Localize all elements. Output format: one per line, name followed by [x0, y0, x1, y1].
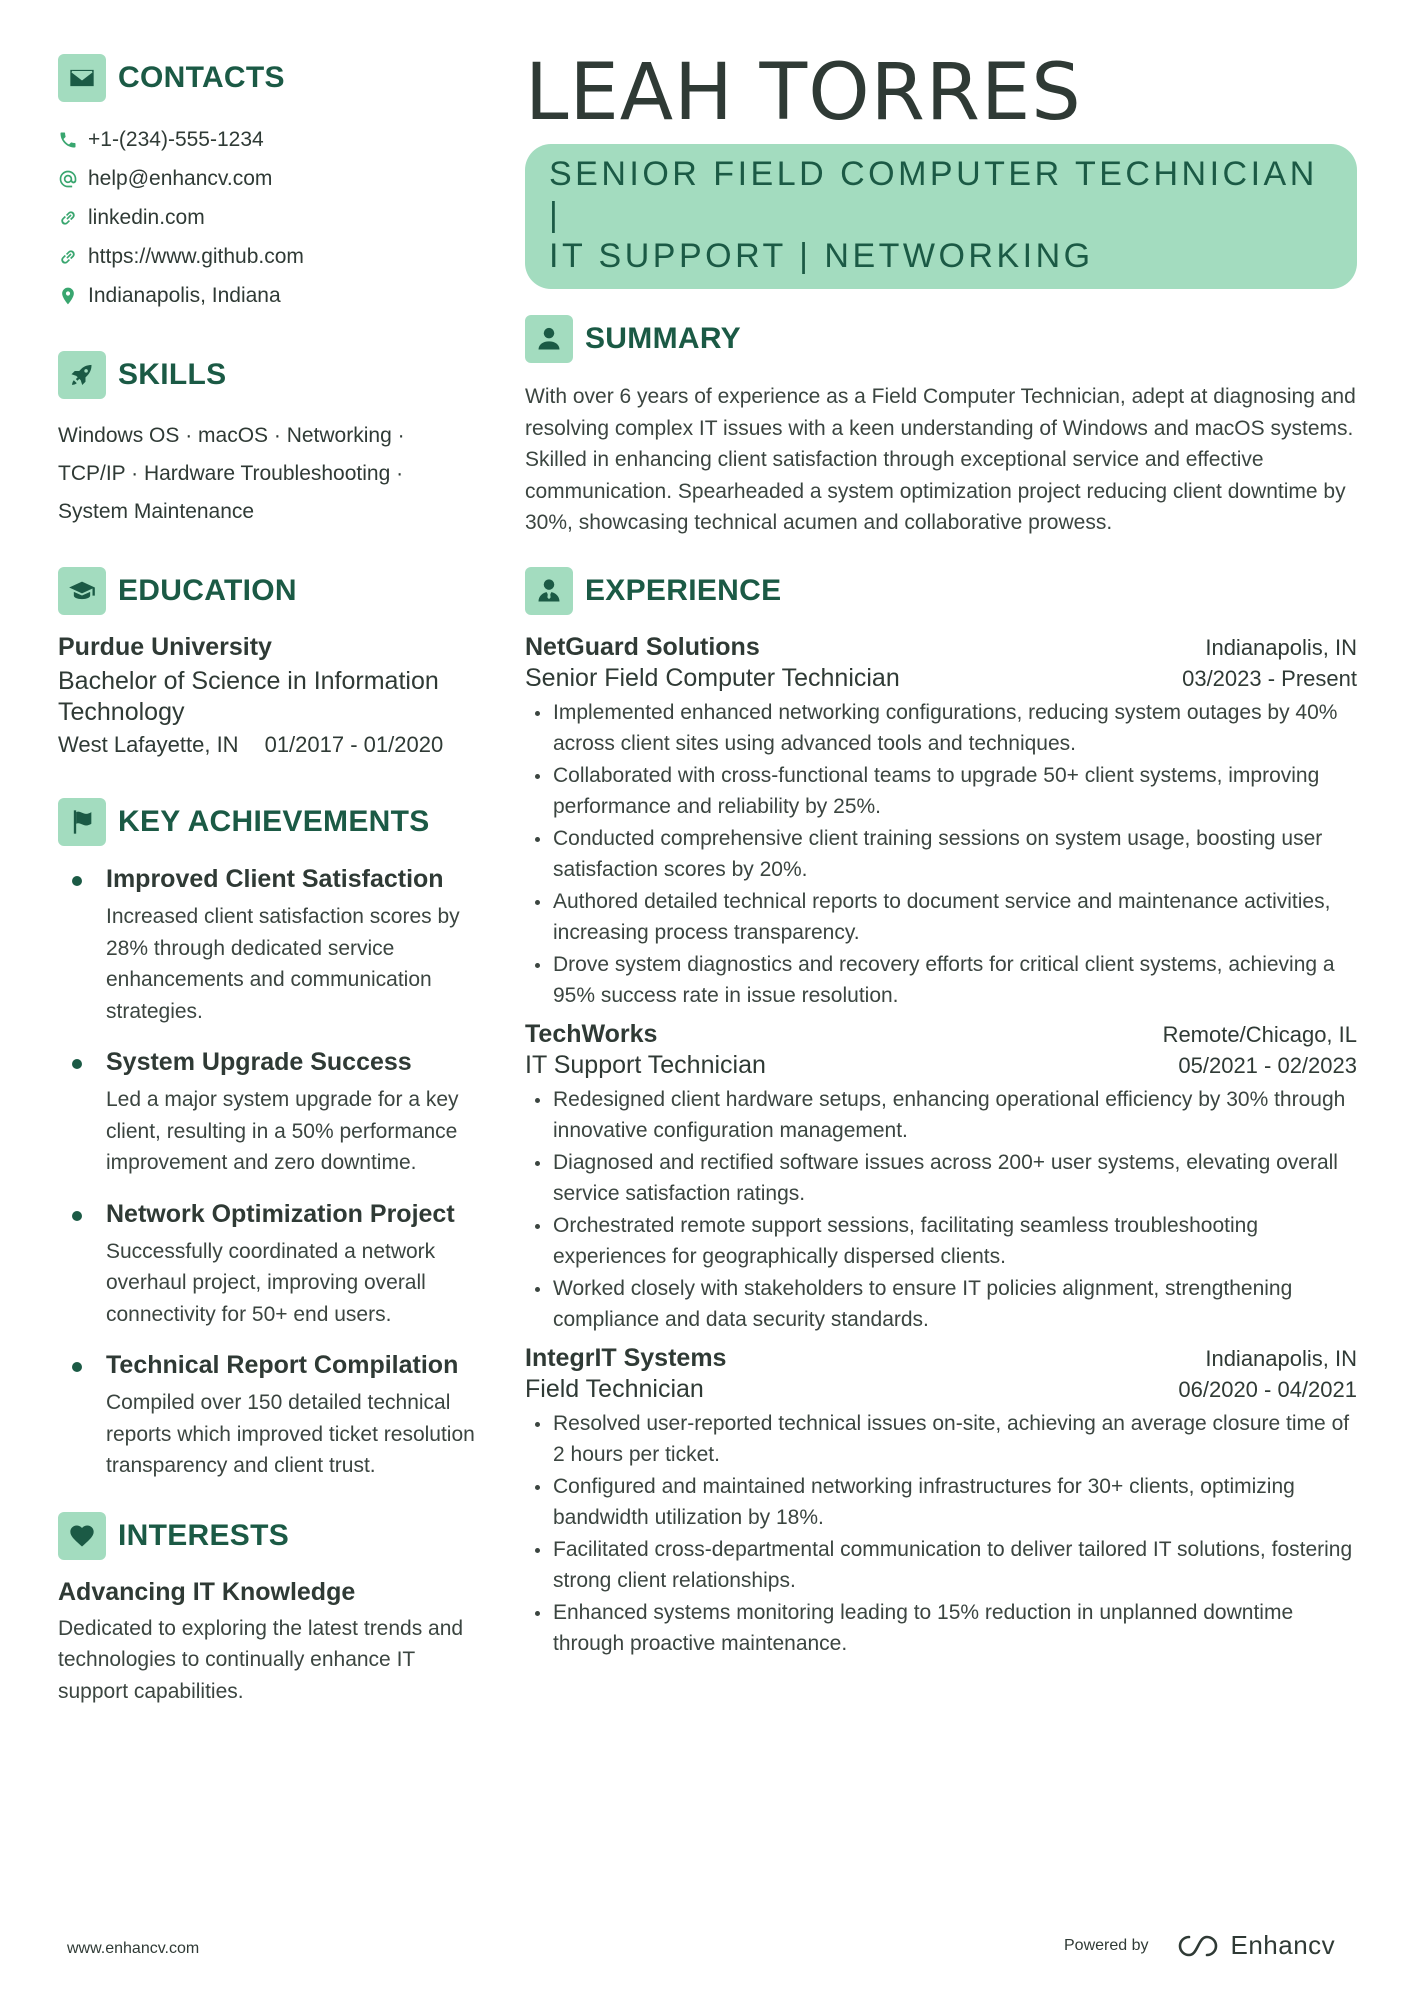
job-company: TechWorks [525, 1019, 658, 1048]
job-title-banner [525, 144, 1357, 289]
contact-linkedin[interactable] [58, 198, 478, 237]
job-bullet: Authored detailed technical reports to document service and maintenance activities, increasing process transparency. [525, 886, 1357, 949]
job-dates: 05/2021 - 02/2023 [1178, 1052, 1357, 1078]
achievement-title: Network Optimization Project [106, 1199, 455, 1228]
contact-email-text: help@enhancv.com [88, 166, 273, 190]
job-dates: 03/2023 - Present [1182, 665, 1357, 691]
heart-icon [58, 1512, 106, 1560]
contact-phone-text: +1-(234)-555-1234 [88, 127, 264, 151]
left-column [58, 54, 478, 1707]
interests-header [58, 1512, 478, 1560]
location-pin-icon [58, 286, 78, 306]
achievement-desc: Led a major system upgrade for a key client, resulting in a 50% performance improvement and zero downtime. [106, 1088, 459, 1174]
link-icon [58, 208, 78, 228]
contact-github-text: https://www.github.com [88, 244, 304, 268]
education-meta [58, 732, 478, 758]
job-bullet: Redesigned client hardware setups, enhancing operational efficiency by 30% through innovative configuration management. [525, 1084, 1357, 1147]
footer-branding[interactable] [1064, 1930, 1335, 1961]
enhancv-logo-text: Enhancv [1230, 1930, 1336, 1960]
contacts-header [58, 54, 478, 102]
achievement-title: Technical Report Compilation [106, 1351, 459, 1379]
skills-title: SKILLS [118, 358, 227, 391]
job-location: Indianapolis, IN [1205, 1345, 1357, 1371]
job-bullet: Drove system diagnostics and recovery efforts for critical client systems, achieving a 95% success rate in issue resolution. [525, 949, 1357, 1012]
interest-title: Advancing IT Knowledge [58, 1577, 356, 1606]
education-degree: Bachelor of Science in Information Technology [58, 667, 439, 726]
rocket-icon [58, 351, 106, 399]
education-dates: 01/2017 - 01/2020 [264, 732, 444, 757]
bullet-dot [72, 1211, 82, 1221]
job-location: Indianapolis, IN [1205, 634, 1357, 660]
education-school: Purdue University [58, 633, 272, 661]
contact-phone[interactable] [58, 120, 478, 159]
job-entry [525, 1020, 1357, 1336]
footer-website-link[interactable]: www.enhancv.com [67, 1940, 200, 1957]
bullet-dot [72, 1362, 82, 1372]
job-title-line: SENIOR FIELD COMPUTER TECHNICIAN | [549, 155, 1318, 234]
flag-icon [58, 798, 106, 846]
job-role: Field Technician [525, 1374, 704, 1403]
job-title-line: IT SUPPORT | NETWORKING [549, 237, 1094, 275]
businessperson-icon [525, 567, 573, 615]
contact-list [58, 120, 478, 315]
job-entry [525, 1344, 1357, 1660]
job-company: NetGuard Solutions [525, 632, 760, 661]
achievement-item [58, 1047, 478, 1179]
achievement-desc: Successfully coordinated a network overhaul project, improving overall connectivity for 50+ end users. [106, 1239, 436, 1326]
interest-desc: Dedicated to exploring the latest trends and technologies to continually enhance IT support capabilities. [58, 1616, 464, 1703]
enhancv-logo-icon [1175, 1933, 1221, 1959]
job-bullet: Resolved user-reported technical issues on-site, achieving an average closure time of 2 hours per ticket. [525, 1408, 1357, 1471]
job-bullets [525, 697, 1357, 1012]
at-icon [58, 169, 78, 189]
achievements-header [58, 798, 478, 846]
bullet-dot [72, 876, 82, 886]
job-bullet: Configured and maintained networking infrastructures for 30+ clients, optimizing bandwidth utilization by 18%. [525, 1471, 1357, 1534]
experience-header [525, 567, 1357, 615]
powered-by-label: Powered by [1064, 1936, 1149, 1954]
candidate-name: LEAH TORRES [525, 48, 1082, 138]
job-bullet: Enhanced systems monitoring leading to 15% reduction in unplanned downtime through proactive maintenance. [525, 1597, 1357, 1660]
job-entry [525, 633, 1357, 1012]
user-icon [525, 315, 573, 363]
achievement-desc: Compiled over 150 detailed technical reports which improved ticket resolution transparency and client trust. [106, 1391, 475, 1477]
summary-text: With over 6 years of experience as a Field Computer Technician, adept at diagnosing and resolving complex IT issues with a keen understanding of Windows and macOS systems. Skilled in enhancing client satisfaction through exceptional service and effective communication. Spearheaded a system optimization project reducing client downtime by 30%, showcasing technical acumen and collaborative prowess. [525, 385, 1356, 534]
job-bullet: Worked closely with stakeholders to ensure IT policies alignment, strengthening compliance and data security standards. [525, 1273, 1357, 1336]
skills-line: Windows OS · macOS · Networking · [58, 424, 405, 447]
phone-icon [58, 130, 78, 150]
job-bullets [525, 1408, 1357, 1660]
job-bullet: Orchestrated remote support sessions, facilitating seamless troubleshooting experiences for geographically dispersed clients. [525, 1210, 1357, 1273]
achievements-title: KEY ACHIEVEMENTS [118, 805, 430, 838]
job-company: IntegrIT Systems [525, 1343, 727, 1372]
contact-location [58, 276, 478, 315]
contact-linkedin-text: linkedin.com [88, 205, 205, 229]
job-role: IT Support Technician [525, 1050, 766, 1079]
interests-title: INTERESTS [118, 1518, 290, 1552]
bullet-dot [72, 1059, 82, 1069]
job-bullet: Diagnosed and rectified software issues across 200+ user systems, elevating overall service satisfaction ratings. [525, 1147, 1357, 1210]
job-bullet: Conducted comprehensive client training sessions on system usage, boosting user satisfaction scores by 20%. [525, 823, 1357, 886]
job-role: Senior Field Computer Technician [525, 663, 900, 692]
education-location: West Lafayette, IN [58, 732, 239, 757]
achievement-title: System Upgrade Success [106, 1048, 412, 1076]
summary-title: SUMMARY [585, 322, 741, 355]
experience-title: EXPERIENCE [585, 573, 782, 607]
link-icon [58, 247, 78, 267]
achievement-item [58, 1199, 478, 1331]
graduation-cap-icon [58, 567, 106, 615]
achievements-list [58, 864, 478, 1482]
right-column [525, 48, 1357, 1668]
job-dates: 06/2020 - 04/2021 [1178, 1376, 1357, 1402]
contact-email[interactable] [58, 159, 478, 198]
contact-location-text: Indianapolis, Indiana [88, 283, 281, 307]
achievement-desc: Increased client satisfaction scores by 28% through dedicated service enhancements and communication strategies. [106, 905, 460, 1023]
achievement-title: Improved Client Satisfaction [106, 865, 444, 893]
skills-line: System Maintenance [58, 500, 255, 523]
contacts-title: CONTACTS [118, 61, 285, 94]
education-header [58, 567, 478, 615]
job-bullet: Implemented enhanced networking configurations, reducing system outages by 40% across client sites using advanced tools and techniques. [525, 697, 1357, 760]
education-title: EDUCATION [118, 574, 297, 607]
summary-header [525, 315, 1357, 363]
skills-list [58, 417, 478, 531]
job-bullet: Facilitated cross-departmental communication to deliver tailored IT solutions, fostering strong client relationships. [525, 1534, 1357, 1597]
job-bullets [525, 1084, 1357, 1336]
achievement-item [58, 1350, 478, 1482]
contact-github[interactable] [58, 237, 478, 276]
job-location: Remote/Chicago, IL [1162, 1021, 1357, 1047]
enhancv-logo [1175, 1930, 1336, 1961]
job-bullet: Collaborated with cross-functional teams to upgrade 50+ client systems, improving performance and reliability by 25%. [525, 760, 1357, 823]
envelope-icon [58, 54, 106, 102]
skills-header [58, 351, 478, 399]
achievement-item [58, 864, 478, 1027]
skills-line: TCP/IP · Hardware Troubleshooting · [58, 462, 404, 485]
